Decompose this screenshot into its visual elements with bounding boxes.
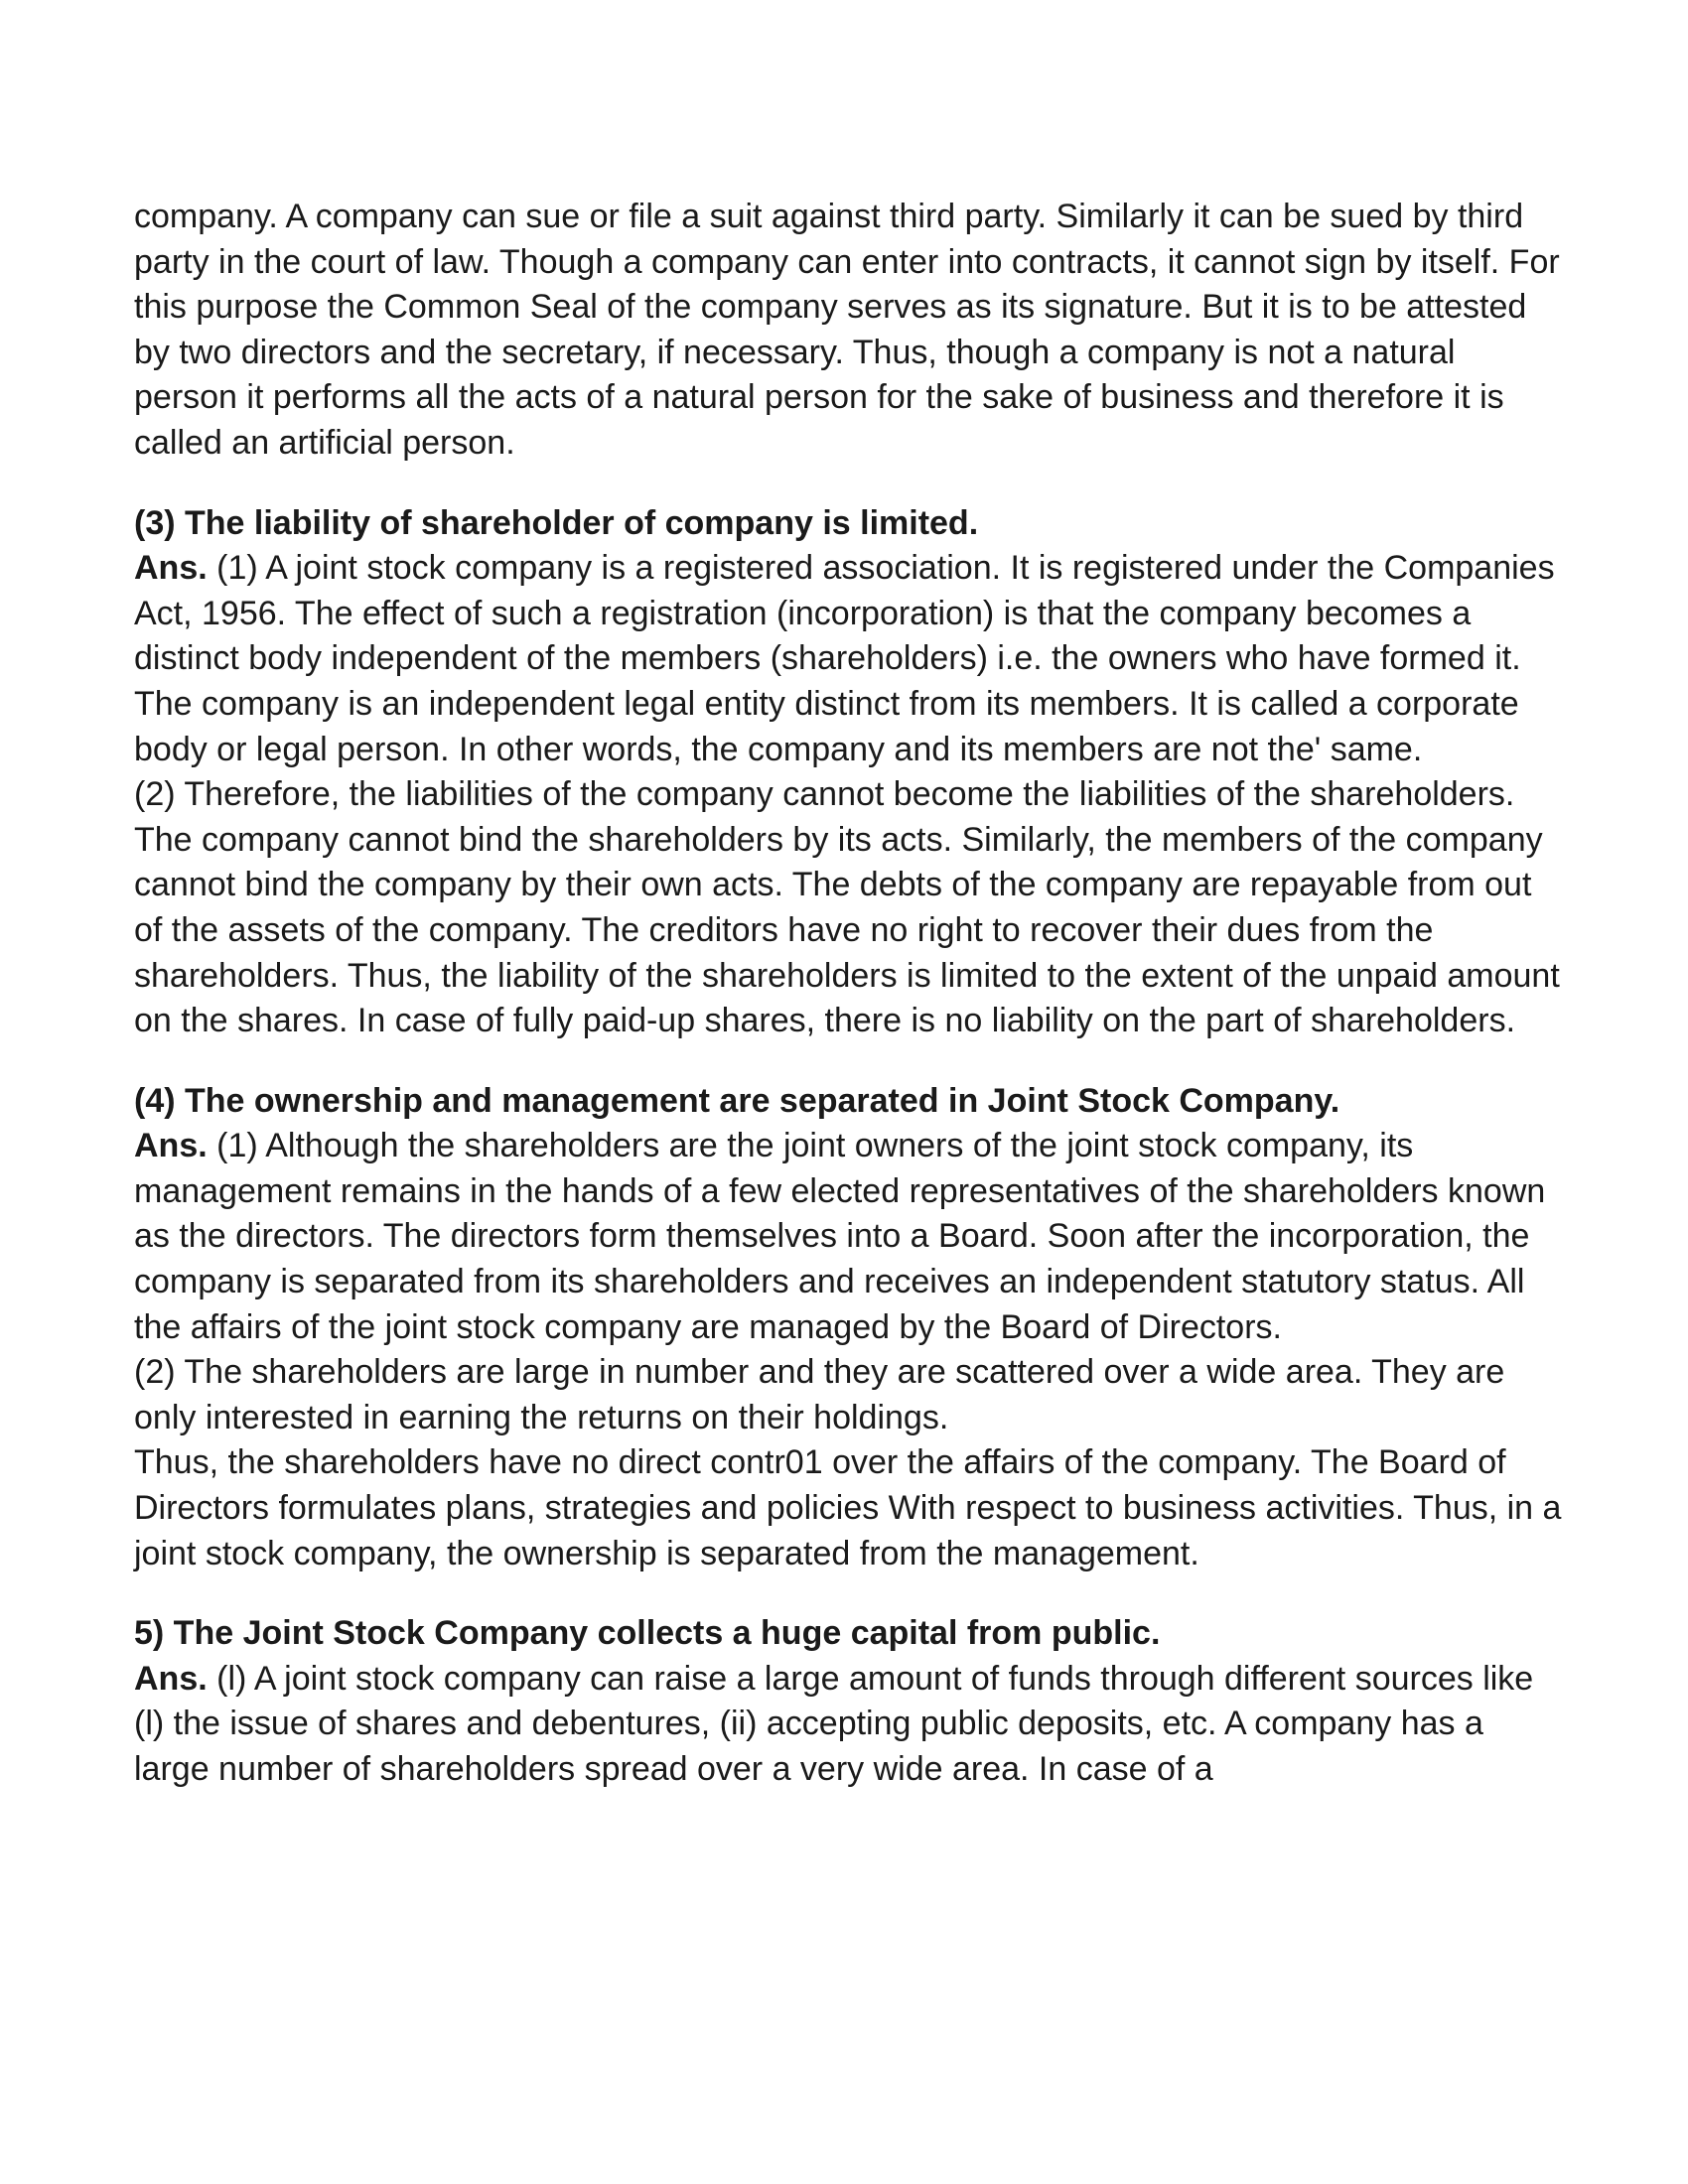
- section-capital: [134, 1611, 1564, 1792]
- answer-paragraph: (2) The shareholders are large in number and they are scattered over a wide area. They are only interested in earning the returns on their holdings.: [134, 1353, 1505, 1436]
- section-liability: [134, 501, 1564, 1044]
- answer-text: (1) Although the shareholders are the joint owners of the joint stock company, its management remains in the hands of a few elected representatives of the shareholders known as the directors. The directors form themselves into a Board. Soon after the incorporation, the company is separated from its shareholders and receives an independent statutory status. All the affairs of the joint stock company are managed by the Board of Directors.: [134, 1127, 1546, 1346]
- section-gap: [134, 1576, 1564, 1611]
- document-page: [134, 195, 1564, 1793]
- intro-paragraph: company. A company can sue or file a suit against third party. Similarly it can be sued by third party in the court of law. Though a company can enter into contracts, it cannot sign by itself. For this purpose the Common Seal of the company serves as its signature. But it is to be attested by two directors and the secretary, if necessary. Thus, though a company is not a natural person it performs all the acts of a natural person for the sake of business and therefore it is called an artificial person.: [134, 198, 1560, 462]
- answer-paragraph: (2) Therefore, the liabilities of the company cannot become the liabilities of the shareholders. The company cannot bind the shareholders by its acts. Similarly, the members of the company cannot bind the company by their own acts. The debts of the company are repayable from out of the assets of the company. The creditors have no right to recover their dues from the shareholders. Thus, the liability of the shareholders is limited to the extent of the unpaid amount on the shares. In case of fully paid-up shares, there is no liability on the part of shareholders.: [134, 775, 1560, 1040]
- answer-paragraph: [134, 1124, 1564, 1350]
- answer-paragraph: [134, 1657, 1564, 1793]
- answer-label: Ans.: [134, 1659, 208, 1698]
- question-heading: (3) The liability of shareholder of company is limited.: [134, 503, 979, 542]
- section-gap: [134, 1044, 1564, 1079]
- answer-label: Ans.: [134, 549, 208, 588]
- question-heading: 5) The Joint Stock Company collects a huge capital from public.: [134, 1614, 1161, 1653]
- answer-label: Ans.: [134, 1127, 208, 1165]
- section-ownership: [134, 1079, 1564, 1577]
- answer-text: (l) A joint stock company can raise a large amount of funds through different sources like (l) the issue of shares and debentures, (ii) accepting public deposits, etc. A company has a large number of shareholders spread over a very wide area. In case of a: [134, 1659, 1534, 1788]
- question-heading: (4) The ownership and management are separated in Joint Stock Company.: [134, 1081, 1340, 1120]
- section-gap: [134, 467, 1564, 501]
- answer-paragraph: Thus, the shareholders have no direct contr01 over the affairs of the company. The Board of Directors formulates plans, strategies and policies With respect to business activities. Thus, in a joint stock company, the ownership is separated from the management.: [134, 1443, 1562, 1572]
- answer-text: (1) A joint stock company is a registered association. It is registered under the Companies Act, 1956. The effect of such a registration (incorporation) is that the company becomes a distinct body independent of the members (shareholders) i.e. the owners who have formed it. The company is an independent legal entity distinct from its members. It is called a corporate body or legal person. In other words, the company and its members are not the' same.: [134, 549, 1555, 768]
- answer-paragraph: [134, 546, 1564, 772]
